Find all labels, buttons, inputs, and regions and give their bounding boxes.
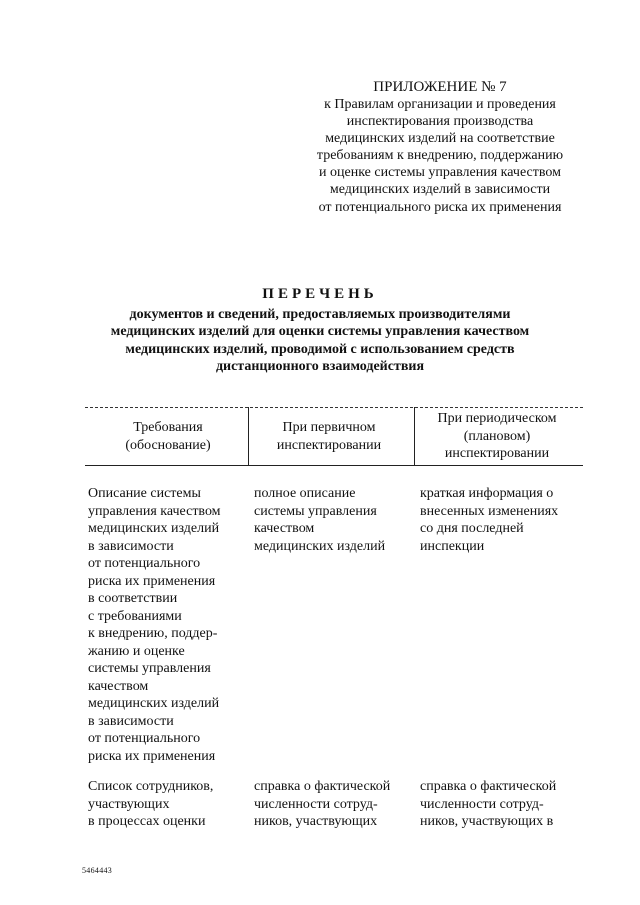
cell-line: в зависимости xyxy=(88,538,174,554)
cell-line: риска их применения xyxy=(88,748,216,764)
heading-line: документов и сведений, предоставляемых производителями xyxy=(129,306,511,322)
appendix-line: медицинских изделий в зависимости xyxy=(329,182,551,198)
heading-line: дистанционного взаимодействия xyxy=(215,359,425,374)
header-line: (плановом) xyxy=(463,428,531,444)
header-line: инспектировании xyxy=(276,437,382,453)
cell-line: ников, участвующих xyxy=(254,814,378,829)
cell-line: от потенциального xyxy=(88,556,201,571)
table-cell xyxy=(420,778,585,831)
cell-line: управления качеством xyxy=(88,503,221,519)
cell-line: в зависимости xyxy=(88,713,174,729)
appendix-line: от потенциального риска их применения xyxy=(318,199,562,215)
appendix-line: инспектирования производства xyxy=(346,114,534,130)
cell-line: инспекции xyxy=(420,538,485,554)
cell-line: краткая информация о xyxy=(420,486,554,501)
appendix-line: к Правилам организации и проведения xyxy=(324,97,556,112)
cell-line: справка о фактической xyxy=(254,779,391,794)
column-header-primary xyxy=(254,419,404,454)
appendix-block xyxy=(300,78,580,216)
table-cell xyxy=(254,778,414,831)
cell-line: численности сотруд- xyxy=(254,796,378,812)
cell-line: Описание системы xyxy=(88,486,201,501)
column-divider xyxy=(248,407,249,465)
table-cell xyxy=(88,778,258,831)
cell-line: ников, участвующих в xyxy=(420,814,554,829)
appendix-line: и оценке системы управления качеством xyxy=(319,165,561,181)
cell-line: в процессах оценки xyxy=(88,814,206,829)
table-cell xyxy=(420,485,580,555)
header-line: инспектировании xyxy=(444,446,550,461)
header-line: Требования xyxy=(133,420,203,435)
cell-line: жанию и оценке xyxy=(88,643,185,659)
cell-line: справка о фактической xyxy=(420,779,557,794)
cell-line: медицинских изделий xyxy=(254,538,386,554)
cell-line: численности сотруд- xyxy=(420,796,544,812)
cell-line: системы управления xyxy=(88,661,211,676)
header-line: При периодическом xyxy=(437,411,557,426)
cell-line: в соответствии xyxy=(88,591,178,606)
cell-line: с требованиями xyxy=(88,608,182,624)
appendix-title: ПРИЛОЖЕНИЕ № 7 xyxy=(373,79,507,95)
cell-line: со дня последней xyxy=(420,521,524,536)
document-number: 5464443 xyxy=(82,866,113,875)
cell-line: полное описание xyxy=(254,486,356,501)
table-cell xyxy=(88,485,258,765)
header-line: (обоснование) xyxy=(125,437,211,453)
document-heading xyxy=(60,286,580,376)
table-header-rule xyxy=(85,465,583,466)
cell-line: риска их применения xyxy=(88,573,216,589)
cell-line: медицинских изделий xyxy=(88,696,220,711)
cell-line: участвующих xyxy=(88,796,170,812)
cell-line: от потенциального xyxy=(88,731,201,746)
cell-line: системы управления xyxy=(254,503,377,519)
header-line: При первичном xyxy=(282,420,376,435)
cell-line: к внедрению, поддер- xyxy=(88,626,218,641)
heading-line: медицинских изделий для оценки системы управления качеством xyxy=(110,324,530,339)
cell-line: качеством xyxy=(88,678,149,694)
table-top-rule xyxy=(85,407,583,408)
heading-line: медицинских изделий, проводимой с использованием средств xyxy=(125,341,515,357)
heading-word: ПЕРЕЧЕНЬ xyxy=(262,286,378,302)
table-cell xyxy=(254,485,414,555)
column-header-periodic xyxy=(412,410,582,463)
cell-line: медицинских изделий xyxy=(88,521,220,536)
cell-line: внесенных изменениях xyxy=(420,503,559,519)
cell-line: качеством xyxy=(254,521,315,536)
appendix-line: медицинских изделий на соответствие xyxy=(325,131,555,147)
cell-line: Список сотрудников, xyxy=(88,779,214,794)
appendix-line: требованиям к внедрению, поддержанию xyxy=(316,148,564,164)
column-header-requirements xyxy=(88,419,248,454)
